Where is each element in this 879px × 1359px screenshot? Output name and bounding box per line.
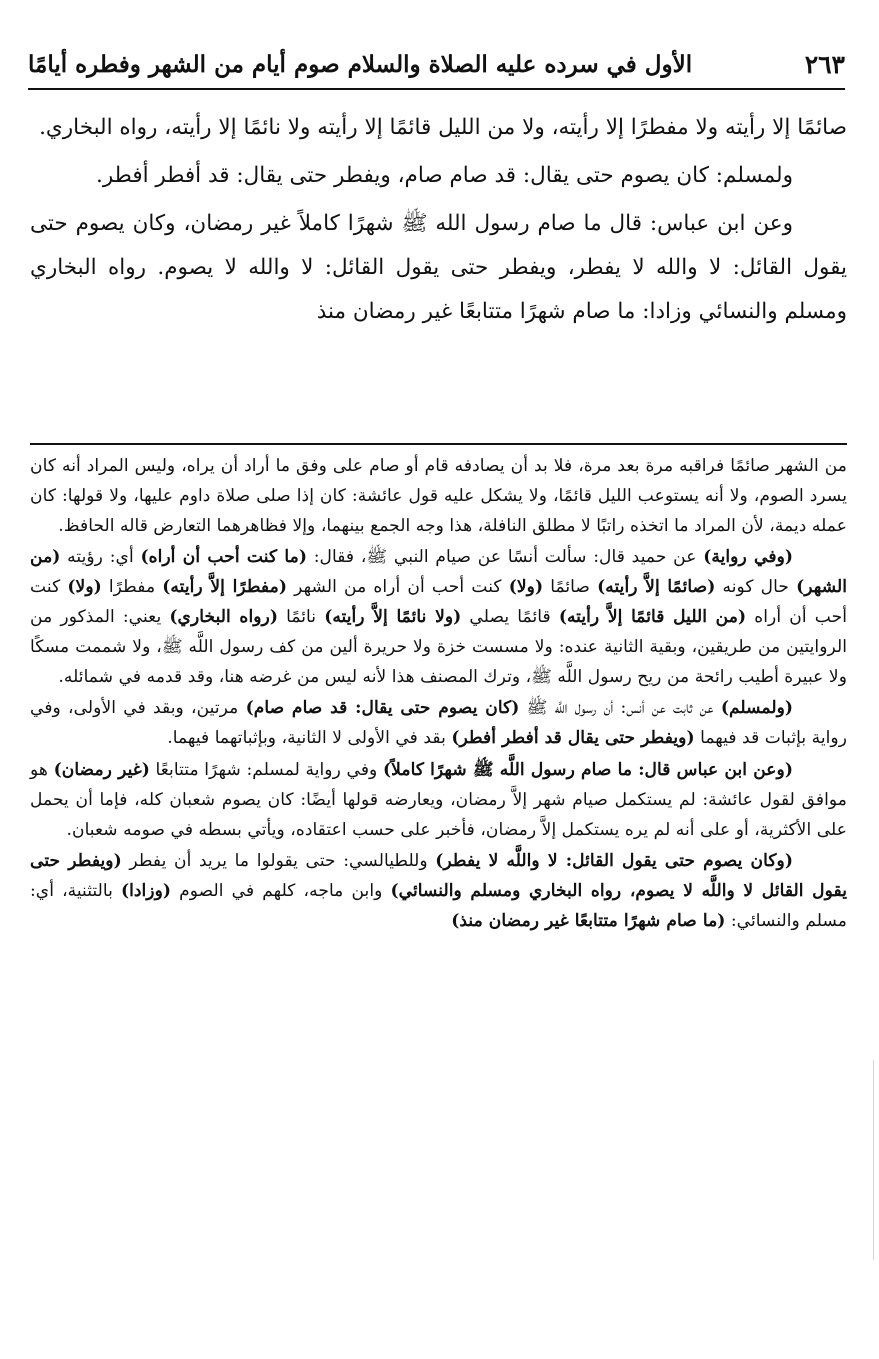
- commentary-text: بقد في الأولى لا الثانية، وبإثباتهما فيهما.: [167, 728, 452, 749]
- commentary-paragraph-5: [30, 847, 847, 936]
- quoted-hadith-text: (ولا): [67, 577, 102, 598]
- quoted-hadith-text: (ما صام شهرًا متتابعًا غير رمضان منذ): [451, 910, 726, 931]
- quoted-hadith-text: (ولا نائمًا إلاَّ رأيته): [324, 606, 462, 627]
- quoted-hadith-text: (رواه البخاري): [169, 606, 278, 627]
- quoted-hadith-text: (من الليل قائمًا إلاَّ رأيته): [558, 606, 747, 627]
- commentary-text: مرتين، وبقد في الأولى، وفي رواية بإثبات قد فيهما: [30, 698, 847, 749]
- quoted-hadith-text: (كان يصوم حتى يقال: قد صام صام): [245, 698, 520, 719]
- commentary-lead: (ولمسلم): [720, 698, 794, 719]
- commentary-text: وفي رواية لمسلم: شهرًا متتابعًا: [149, 759, 383, 780]
- commentary: [30, 452, 847, 939]
- commentary-text: صائمًا: [543, 577, 598, 598]
- main-paragraph-1: صائمًا إلا رأيته ولا مفطرًا إلا رأيته، ولا من الليل قائمًا إلا رأيته ولا نائمًا إلا رأيته، رواه البخاري.: [39, 115, 847, 140]
- commentary-text: حال كونه: [715, 577, 797, 598]
- quoted-hadith-text: (صائمًا إلاَّ رأيته): [597, 577, 716, 598]
- commentary-text: قائمًا يصلي: [461, 606, 559, 627]
- commentary-lead: (وكان يصوم حتى يقول القائل: لا واللَّه لا يفطر): [435, 851, 793, 872]
- quoted-hadith-text: (وزادا): [120, 881, 172, 902]
- scan-page-edge: [873, 1060, 874, 1260]
- commentary-paragraph-3: [30, 694, 847, 754]
- commentary-text: عن حميد قال: سألت أنسًا عن صيام النبي ﷺ، فقال:: [306, 547, 704, 568]
- commentary-text: بالتثنية، أي: مسلم والنسائي:: [30, 881, 847, 931]
- running-title: الأول في سرده عليه الصلاة والسلام صوم أيام من الشهر وفطره أيامًا: [28, 50, 693, 78]
- main-paragraph-2: ولمسلم: كان يصوم حتى يقال: قد صام صام، ويفطر حتى يقال: قد أفطر أفطر.: [95, 163, 793, 188]
- commentary-text: وابن ماجه، كلهم في الصوم: [171, 881, 391, 902]
- quoted-hadith-text: (من الشهر): [30, 547, 848, 598]
- commentary-text: أي: رؤيته: [60, 547, 141, 568]
- footnote-separator: [30, 443, 847, 445]
- commentary-text: عن ثابت عن أنس: أن رسول اللَّه ﷺ: [519, 698, 721, 719]
- commentary-text: نائمًا: [277, 606, 325, 627]
- commentary-paragraph-2: [30, 543, 847, 692]
- quoted-hadith-text: (ولا): [508, 577, 544, 598]
- main-text: [30, 106, 847, 338]
- commentary-lead: (وعن ابن عباس قال: ما صام رسول اللَّه ﷺ شهرًا كاملاً): [382, 759, 793, 780]
- commentary-paragraph-1: من الشهر صائمًا فراقبه مرة بعد مرة، فلا بد أن يصادفه قام أو صام على وفق ما أراد أن يراه، وليس المراد أنه كان يسرد الصوم، ولا أنه يستوعب الليل قائمًا، ولا يشكل عليه قول عائشة: كان إذا صلى صلاة داوم عليها، ولا قولها: كان عمله ديمة، لأن المراد ما اتخذه راتبًا لا مطلق النافلة، هذا وجه الجمع بينهما، وإلا فظاهرهما التعارض قاله الحافظ.: [30, 456, 847, 536]
- page-header: [28, 40, 845, 90]
- commentary-text: وللطيالسي: حتى يقولوا ما يريد أن يفطر: [121, 851, 436, 872]
- quoted-hadith-text: (ويفطر حتى يقال قد أفطر أفطر): [451, 728, 695, 749]
- quoted-hadith-text: (غير رمضان): [53, 759, 150, 780]
- commentary-lead: (وفي رواية): [703, 547, 794, 568]
- commentary-text: كنت أحب أن أراه: [30, 577, 848, 627]
- commentary-text: مفطرًا: [101, 577, 163, 598]
- commentary-text: يعني: المذكور من الروايتين من طريقين، وبقية الثانية عنده: ولا مسست خزة ولا حريرة ألين من كف رسول اللَّه ﷺ، ولا شممت مسكًا ولا عبيرة أطيب رائحة من ريح رسول اللَّه ﷺ، وترك المصنف هذا لأنه ليس من غرضه هنا، وقد قدمه في شمائله.: [30, 606, 847, 687]
- quoted-hadith-text: (ما كنت أحب أن أراه): [140, 547, 307, 568]
- quoted-hadith-text: (مفطرًا إلاَّ رأيته): [162, 577, 287, 598]
- main-paragraph-3: وعن ابن عباس: قال ما صام رسول الله ﷺ شهرًا كاملاً غير رمضان، وكان يصوم حتى يقول القائل: لا والله لا يفطر، ويفطر حتى يقول القائل: لا والله لا يصوم. رواه البخاري ومسلم والنسائي وزادا: ما صام شهرًا متتابعًا غير رمضان منذ: [30, 211, 847, 324]
- page-number: ٢٦٣: [804, 49, 845, 79]
- commentary-text: كنت أحب أن أراه من الشهر: [286, 577, 509, 598]
- commentary-text: هو موافق لقول عائشة: لم يستكمل صيام شهر إلاَّ رمضان، ويعارضه قولها أيضًا: كان يصوم شعبان كله، فإما أن يحمل على الأكثرية، أو على أنه لم يره يستكمل إلاَّ رمضان، فأخبر على حسب اعتقاده، ويأتي بسطه في صومه شعبان.: [30, 759, 847, 840]
- quoted-hadith-text: (ويفطر حتى يقول القائل لا واللَّه لا يصوم، رواه البخاري ومسلم والنسائي): [30, 851, 847, 902]
- commentary-paragraph-4: [30, 756, 847, 845]
